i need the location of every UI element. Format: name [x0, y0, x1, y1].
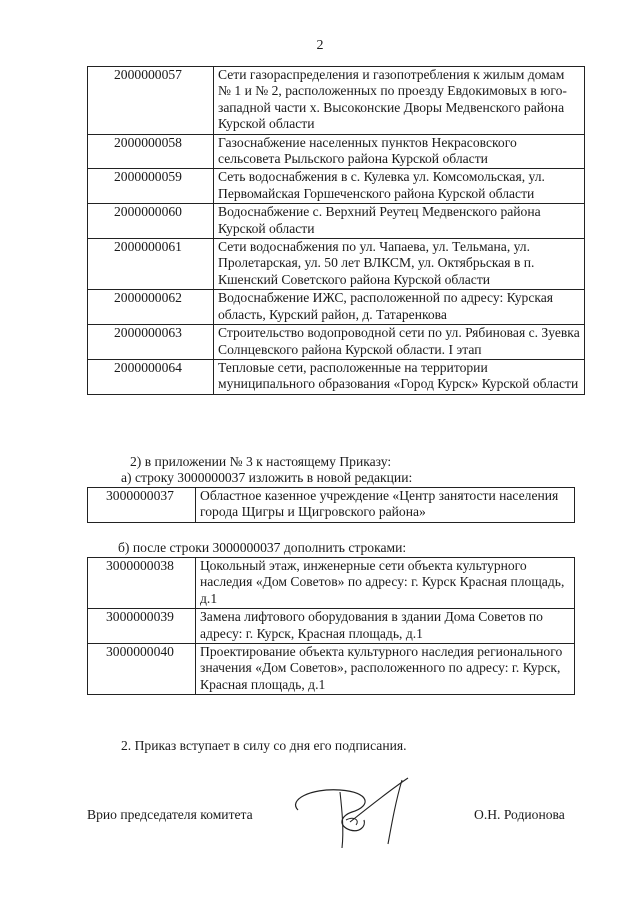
- object-description: Тепловые сети, расположенные на территории муниципального образования «Город Курск» Курской области: [214, 359, 585, 394]
- table-row: [88, 609, 575, 644]
- table-row: [88, 204, 585, 239]
- object-description: Цокольный этаж, инженерные сети объекта культурного наследия «Дом Советов» по адресу: г. Курск Красная площадь, д.1: [196, 558, 575, 609]
- object-code: 2000000061: [88, 239, 214, 290]
- signatory-position: Врио председателя комитета: [87, 807, 253, 822]
- object-description: Проектирование объекта культурного наследия регионального значения «Дом Советов», расположенного по адресу: г. Курск, Красная площадь, д.1: [196, 644, 575, 695]
- table-row: [88, 169, 585, 204]
- object-code: 3000000039: [88, 609, 196, 644]
- objects-table-1: [87, 66, 585, 395]
- page-number: 2: [316, 38, 324, 53]
- signatory-name: О.Н. Родионова: [474, 807, 565, 822]
- object-code: 2000000062: [88, 290, 214, 325]
- table-row: [88, 644, 575, 695]
- object-description: Сети водоснабжения по ул. Чапаева, ул. Тельмана, ул. Пролетарская, ул. 50 лет ВЛКСМ, ул. Октябрьская в п. Кшенский Советского района Курской области: [214, 239, 585, 290]
- clause-2: 2. Приказ вступает в силу со дня его подписания.: [121, 738, 407, 753]
- table-row: [88, 325, 585, 360]
- table-row: [88, 488, 575, 523]
- object-description: Водоснабжение ИЖС, расположенной по адресу: Курская область, Курский район, д. Татаренкова: [214, 290, 585, 325]
- object-code: 3000000037: [88, 488, 196, 523]
- table-row: [88, 134, 585, 169]
- object-code: 2000000059: [88, 169, 214, 204]
- object-description: Водоснабжение с. Верхний Реутец Медвенского района Курской области: [214, 204, 585, 239]
- object-code: 2000000060: [88, 204, 214, 239]
- object-code: 2000000057: [88, 67, 214, 135]
- item2b-heading: б) после строки 3000000037 дополнить строками:: [118, 540, 407, 555]
- object-description: Сеть водоснабжения в с. Кулевка ул. Комсомольская, ул. Первомайская Горшеченского района Курской области: [214, 169, 585, 204]
- objects-table-3: [87, 557, 575, 695]
- handwritten-signature: [280, 770, 440, 850]
- item2-heading: 2) в приложении № 3 к настоящему Приказу:: [130, 454, 392, 469]
- table-row: [88, 290, 585, 325]
- object-code: 3000000040: [88, 644, 196, 695]
- object-description: Сети газораспределения и газопотребления к жилым домам № 1 и № 2, расположенных по проезду Евдокимовых в юго-западной части х. Высоконские Дворы Медвенского района Курской области: [214, 67, 585, 135]
- object-description: Газоснабжение населенных пунктов Некрасовского сельсовета Рыльского района Курской области: [214, 134, 585, 169]
- table-row: [88, 239, 585, 290]
- table-row: [88, 67, 585, 135]
- item2a-heading: а) строку 3000000037 изложить в новой редакции:: [121, 470, 413, 485]
- object-code: 2000000063: [88, 325, 214, 360]
- object-description: Областное казенное учреждение «Центр занятости населения города Щигры и Щигровского района»: [196, 488, 575, 523]
- object-description: Строительство водопроводной сети по ул. Рябиновая с. Зуевка Солнцевского района Курской области. I этап: [214, 325, 585, 360]
- table-row: [88, 558, 575, 609]
- object-code: 2000000058: [88, 134, 214, 169]
- object-code: 3000000038: [88, 558, 196, 609]
- object-description: Замена лифтового оборудования в здании Дома Советов по адресу: г. Курск, Красная площадь, д.1: [196, 609, 575, 644]
- table-row: [88, 359, 585, 394]
- objects-table-2: [87, 487, 575, 523]
- object-code: 2000000064: [88, 359, 214, 394]
